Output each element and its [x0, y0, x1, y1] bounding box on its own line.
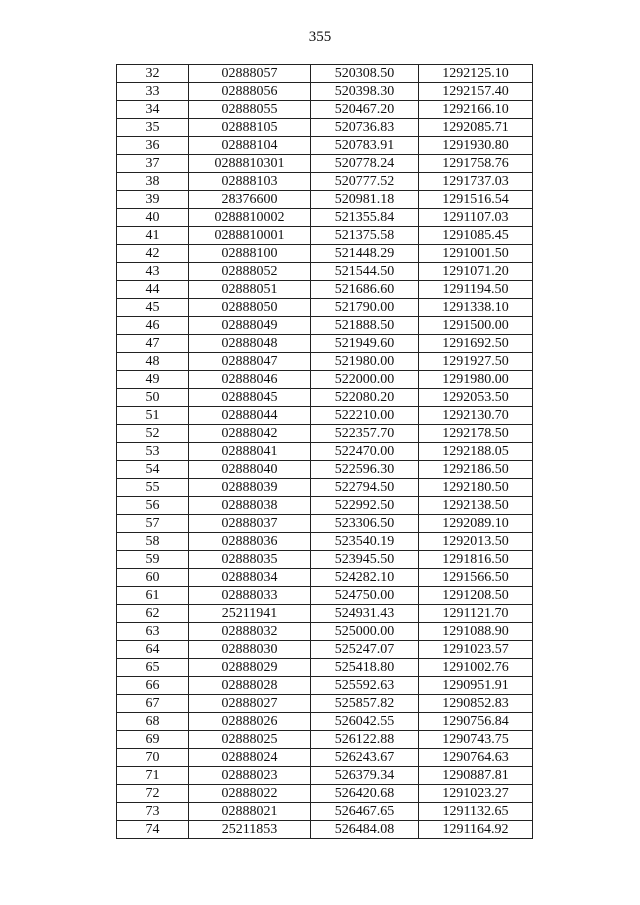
y-coordinate-cell: 1291816.50: [419, 551, 533, 569]
table-row: [117, 767, 533, 785]
table-row: [117, 209, 533, 227]
point-number-cell: 35: [117, 119, 189, 137]
point-id-cell: 02888026: [189, 713, 311, 731]
x-coordinate-cell: 520777.52: [311, 173, 419, 191]
x-coordinate-cell: 521980.00: [311, 353, 419, 371]
y-coordinate-cell: 1292178.50: [419, 425, 533, 443]
x-coordinate-cell: 524750.00: [311, 587, 419, 605]
point-number-cell: 71: [117, 767, 189, 785]
table-row: [117, 245, 533, 263]
x-coordinate-cell: 526122.88: [311, 731, 419, 749]
point-number-cell: 63: [117, 623, 189, 641]
x-coordinate-cell: 520308.50: [311, 65, 419, 83]
point-number-cell: 48: [117, 353, 189, 371]
point-number-cell: 69: [117, 731, 189, 749]
point-id-cell: 02888038: [189, 497, 311, 515]
table-row: [117, 407, 533, 425]
point-number-cell: 56: [117, 497, 189, 515]
point-id-cell: 0288810001: [189, 227, 311, 245]
x-coordinate-cell: 521544.50: [311, 263, 419, 281]
point-id-cell: 02888030: [189, 641, 311, 659]
point-id-cell: 02888048: [189, 335, 311, 353]
point-id-cell: 02888052: [189, 263, 311, 281]
y-coordinate-cell: 1291758.76: [419, 155, 533, 173]
y-coordinate-cell: 1291208.50: [419, 587, 533, 605]
x-coordinate-cell: 523540.19: [311, 533, 419, 551]
point-number-cell: 44: [117, 281, 189, 299]
point-number-cell: 62: [117, 605, 189, 623]
table-row: [117, 569, 533, 587]
point-number-cell: 49: [117, 371, 189, 389]
x-coordinate-cell: 522470.00: [311, 443, 419, 461]
point-number-cell: 37: [117, 155, 189, 173]
y-coordinate-cell: 1292013.50: [419, 533, 533, 551]
table-row: [117, 119, 533, 137]
point-id-cell: 02888035: [189, 551, 311, 569]
y-coordinate-cell: 1291338.10: [419, 299, 533, 317]
x-coordinate-cell: 526467.65: [311, 803, 419, 821]
point-id-cell: 02888104: [189, 137, 311, 155]
point-id-cell: 02888100: [189, 245, 311, 263]
point-id-cell: 02888049: [189, 317, 311, 335]
table-row: [117, 659, 533, 677]
point-id-cell: 25211853: [189, 821, 311, 839]
coordinates-table-body: [117, 65, 533, 839]
table-row: [117, 65, 533, 83]
y-coordinate-cell: 1291500.00: [419, 317, 533, 335]
point-number-cell: 58: [117, 533, 189, 551]
page-number: 355: [308, 29, 332, 45]
table-row: [117, 389, 533, 407]
point-id-cell: 02888036: [189, 533, 311, 551]
x-coordinate-cell: 526243.67: [311, 749, 419, 767]
x-coordinate-cell: 526042.55: [311, 713, 419, 731]
x-coordinate-cell: 523306.50: [311, 515, 419, 533]
point-number-cell: 38: [117, 173, 189, 191]
y-coordinate-cell: 1291132.65: [419, 803, 533, 821]
y-coordinate-cell: 1290743.75: [419, 731, 533, 749]
x-coordinate-cell: 521375.58: [311, 227, 419, 245]
point-id-cell: 02888103: [189, 173, 311, 191]
x-coordinate-cell: 522992.50: [311, 497, 419, 515]
y-coordinate-cell: 1291194.50: [419, 281, 533, 299]
table-row: [117, 299, 533, 317]
point-id-cell: 28376600: [189, 191, 311, 209]
x-coordinate-cell: 522357.70: [311, 425, 419, 443]
point-number-cell: 46: [117, 317, 189, 335]
x-coordinate-cell: 526420.68: [311, 785, 419, 803]
point-id-cell: 02888027: [189, 695, 311, 713]
x-coordinate-cell: 520783.91: [311, 137, 419, 155]
x-coordinate-cell: 522794.50: [311, 479, 419, 497]
point-number-cell: 74: [117, 821, 189, 839]
point-id-cell: 02888028: [189, 677, 311, 695]
y-coordinate-cell: 1292053.50: [419, 389, 533, 407]
point-number-cell: 52: [117, 425, 189, 443]
y-coordinate-cell: 1290756.84: [419, 713, 533, 731]
x-coordinate-cell: 520981.18: [311, 191, 419, 209]
y-coordinate-cell: 1291071.20: [419, 263, 533, 281]
y-coordinate-cell: 1291001.50: [419, 245, 533, 263]
table-row: [117, 551, 533, 569]
y-coordinate-cell: 1291107.03: [419, 209, 533, 227]
point-number-cell: 40: [117, 209, 189, 227]
x-coordinate-cell: 520467.20: [311, 101, 419, 119]
point-number-cell: 54: [117, 461, 189, 479]
y-coordinate-cell: 1291121.70: [419, 605, 533, 623]
point-id-cell: 02888033: [189, 587, 311, 605]
y-coordinate-cell: 1291088.90: [419, 623, 533, 641]
point-number-cell: 50: [117, 389, 189, 407]
table-row: [117, 173, 533, 191]
y-coordinate-cell: 1290852.83: [419, 695, 533, 713]
point-number-cell: 60: [117, 569, 189, 587]
table-row: [117, 137, 533, 155]
y-coordinate-cell: 1292130.70: [419, 407, 533, 425]
table-row: [117, 803, 533, 821]
y-coordinate-cell: 1292089.10: [419, 515, 533, 533]
point-number-cell: 47: [117, 335, 189, 353]
y-coordinate-cell: 1290764.63: [419, 749, 533, 767]
point-id-cell: 02888032: [189, 623, 311, 641]
x-coordinate-cell: 521448.29: [311, 245, 419, 263]
table-row: [117, 479, 533, 497]
point-id-cell: 02888039: [189, 479, 311, 497]
table-row: [117, 461, 533, 479]
x-coordinate-cell: 521949.60: [311, 335, 419, 353]
point-id-cell: 02888042: [189, 425, 311, 443]
point-id-cell: 02888056: [189, 83, 311, 101]
table-row: [117, 425, 533, 443]
point-number-cell: 41: [117, 227, 189, 245]
point-number-cell: 64: [117, 641, 189, 659]
point-number-cell: 32: [117, 65, 189, 83]
x-coordinate-cell: 524282.10: [311, 569, 419, 587]
y-coordinate-cell: 1291002.76: [419, 659, 533, 677]
table-row: [117, 713, 533, 731]
y-coordinate-cell: 1290887.81: [419, 767, 533, 785]
point-id-cell: 02888047: [189, 353, 311, 371]
y-coordinate-cell: 1292138.50: [419, 497, 533, 515]
table-row: [117, 227, 533, 245]
point-id-cell: 02888055: [189, 101, 311, 119]
table-row: [117, 821, 533, 839]
point-number-cell: 68: [117, 713, 189, 731]
x-coordinate-cell: 522596.30: [311, 461, 419, 479]
table-row: [117, 695, 533, 713]
point-number-cell: 33: [117, 83, 189, 101]
point-number-cell: 39: [117, 191, 189, 209]
table-row: [117, 317, 533, 335]
y-coordinate-cell: 1291023.57: [419, 641, 533, 659]
x-coordinate-cell: 522080.20: [311, 389, 419, 407]
x-coordinate-cell: 520778.24: [311, 155, 419, 173]
point-id-cell: 02888045: [189, 389, 311, 407]
table-row: [117, 101, 533, 119]
y-coordinate-cell: 1291737.03: [419, 173, 533, 191]
point-id-cell: 02888046: [189, 371, 311, 389]
point-number-cell: 67: [117, 695, 189, 713]
point-id-cell: 02888041: [189, 443, 311, 461]
x-coordinate-cell: 521790.00: [311, 299, 419, 317]
point-number-cell: 70: [117, 749, 189, 767]
y-coordinate-cell: 1291516.54: [419, 191, 533, 209]
y-coordinate-cell: 1292166.10: [419, 101, 533, 119]
x-coordinate-cell: 521686.60: [311, 281, 419, 299]
x-coordinate-cell: 520398.30: [311, 83, 419, 101]
y-coordinate-cell: 1291930.80: [419, 137, 533, 155]
table-row: [117, 731, 533, 749]
point-id-cell: 02888050: [189, 299, 311, 317]
point-number-cell: 59: [117, 551, 189, 569]
x-coordinate-cell: 525857.82: [311, 695, 419, 713]
point-id-cell: 02888024: [189, 749, 311, 767]
point-number-cell: 34: [117, 101, 189, 119]
y-coordinate-cell: 1291927.50: [419, 353, 533, 371]
point-number-cell: 43: [117, 263, 189, 281]
point-id-cell: 02888025: [189, 731, 311, 749]
y-coordinate-cell: 1292188.05: [419, 443, 533, 461]
point-number-cell: 61: [117, 587, 189, 605]
table-row: [117, 191, 533, 209]
point-id-cell: 02888037: [189, 515, 311, 533]
x-coordinate-cell: 522210.00: [311, 407, 419, 425]
table-row: [117, 263, 533, 281]
table-row: [117, 155, 533, 173]
x-coordinate-cell: 526379.34: [311, 767, 419, 785]
point-number-cell: 73: [117, 803, 189, 821]
table-row: [117, 281, 533, 299]
y-coordinate-cell: 1291164.92: [419, 821, 533, 839]
x-coordinate-cell: 520736.83: [311, 119, 419, 137]
table-row: [117, 353, 533, 371]
point-number-cell: 53: [117, 443, 189, 461]
x-coordinate-cell: 525418.80: [311, 659, 419, 677]
table-row: [117, 749, 533, 767]
y-coordinate-cell: 1292085.71: [419, 119, 533, 137]
table-row: [117, 785, 533, 803]
x-coordinate-cell: 525000.00: [311, 623, 419, 641]
x-coordinate-cell: 525247.07: [311, 641, 419, 659]
point-number-cell: 42: [117, 245, 189, 263]
x-coordinate-cell: 521355.84: [311, 209, 419, 227]
point-id-cell: 02888105: [189, 119, 311, 137]
table-row: [117, 497, 533, 515]
y-coordinate-cell: 1292125.10: [419, 65, 533, 83]
y-coordinate-cell: 1291023.27: [419, 785, 533, 803]
y-coordinate-cell: 1290951.91: [419, 677, 533, 695]
x-coordinate-cell: 524931.43: [311, 605, 419, 623]
point-id-cell: 25211941: [189, 605, 311, 623]
x-coordinate-cell: 522000.00: [311, 371, 419, 389]
y-coordinate-cell: 1291980.00: [419, 371, 533, 389]
y-coordinate-cell: 1291566.50: [419, 569, 533, 587]
point-number-cell: 57: [117, 515, 189, 533]
table-row: [117, 443, 533, 461]
x-coordinate-cell: 525592.63: [311, 677, 419, 695]
point-id-cell: 02888051: [189, 281, 311, 299]
point-id-cell: 02888034: [189, 569, 311, 587]
x-coordinate-cell: 523945.50: [311, 551, 419, 569]
table-row: [117, 605, 533, 623]
point-id-cell: 02888022: [189, 785, 311, 803]
table-row: [117, 83, 533, 101]
y-coordinate-cell: 1292186.50: [419, 461, 533, 479]
y-coordinate-cell: 1292157.40: [419, 83, 533, 101]
point-id-cell: 02888029: [189, 659, 311, 677]
point-number-cell: 55: [117, 479, 189, 497]
point-id-cell: 02888044: [189, 407, 311, 425]
table-row: [117, 623, 533, 641]
table-row: [117, 641, 533, 659]
table-row: [117, 677, 533, 695]
table-row: [117, 587, 533, 605]
point-id-cell: 02888040: [189, 461, 311, 479]
point-number-cell: 66: [117, 677, 189, 695]
point-number-cell: 72: [117, 785, 189, 803]
table-row: [117, 335, 533, 353]
point-id-cell: 02888021: [189, 803, 311, 821]
y-coordinate-cell: 1291085.45: [419, 227, 533, 245]
coordinates-table: [116, 64, 533, 839]
x-coordinate-cell: 521888.50: [311, 317, 419, 335]
point-number-cell: 51: [117, 407, 189, 425]
point-id-cell: 02888023: [189, 767, 311, 785]
point-id-cell: 0288810301: [189, 155, 311, 173]
point-number-cell: 45: [117, 299, 189, 317]
point-id-cell: 0288810002: [189, 209, 311, 227]
point-number-cell: 36: [117, 137, 189, 155]
point-number-cell: 65: [117, 659, 189, 677]
y-coordinate-cell: 1292180.50: [419, 479, 533, 497]
table-row: [117, 515, 533, 533]
table-row: [117, 371, 533, 389]
point-id-cell: 02888057: [189, 65, 311, 83]
table-row: [117, 533, 533, 551]
x-coordinate-cell: 526484.08: [311, 821, 419, 839]
y-coordinate-cell: 1291692.50: [419, 335, 533, 353]
